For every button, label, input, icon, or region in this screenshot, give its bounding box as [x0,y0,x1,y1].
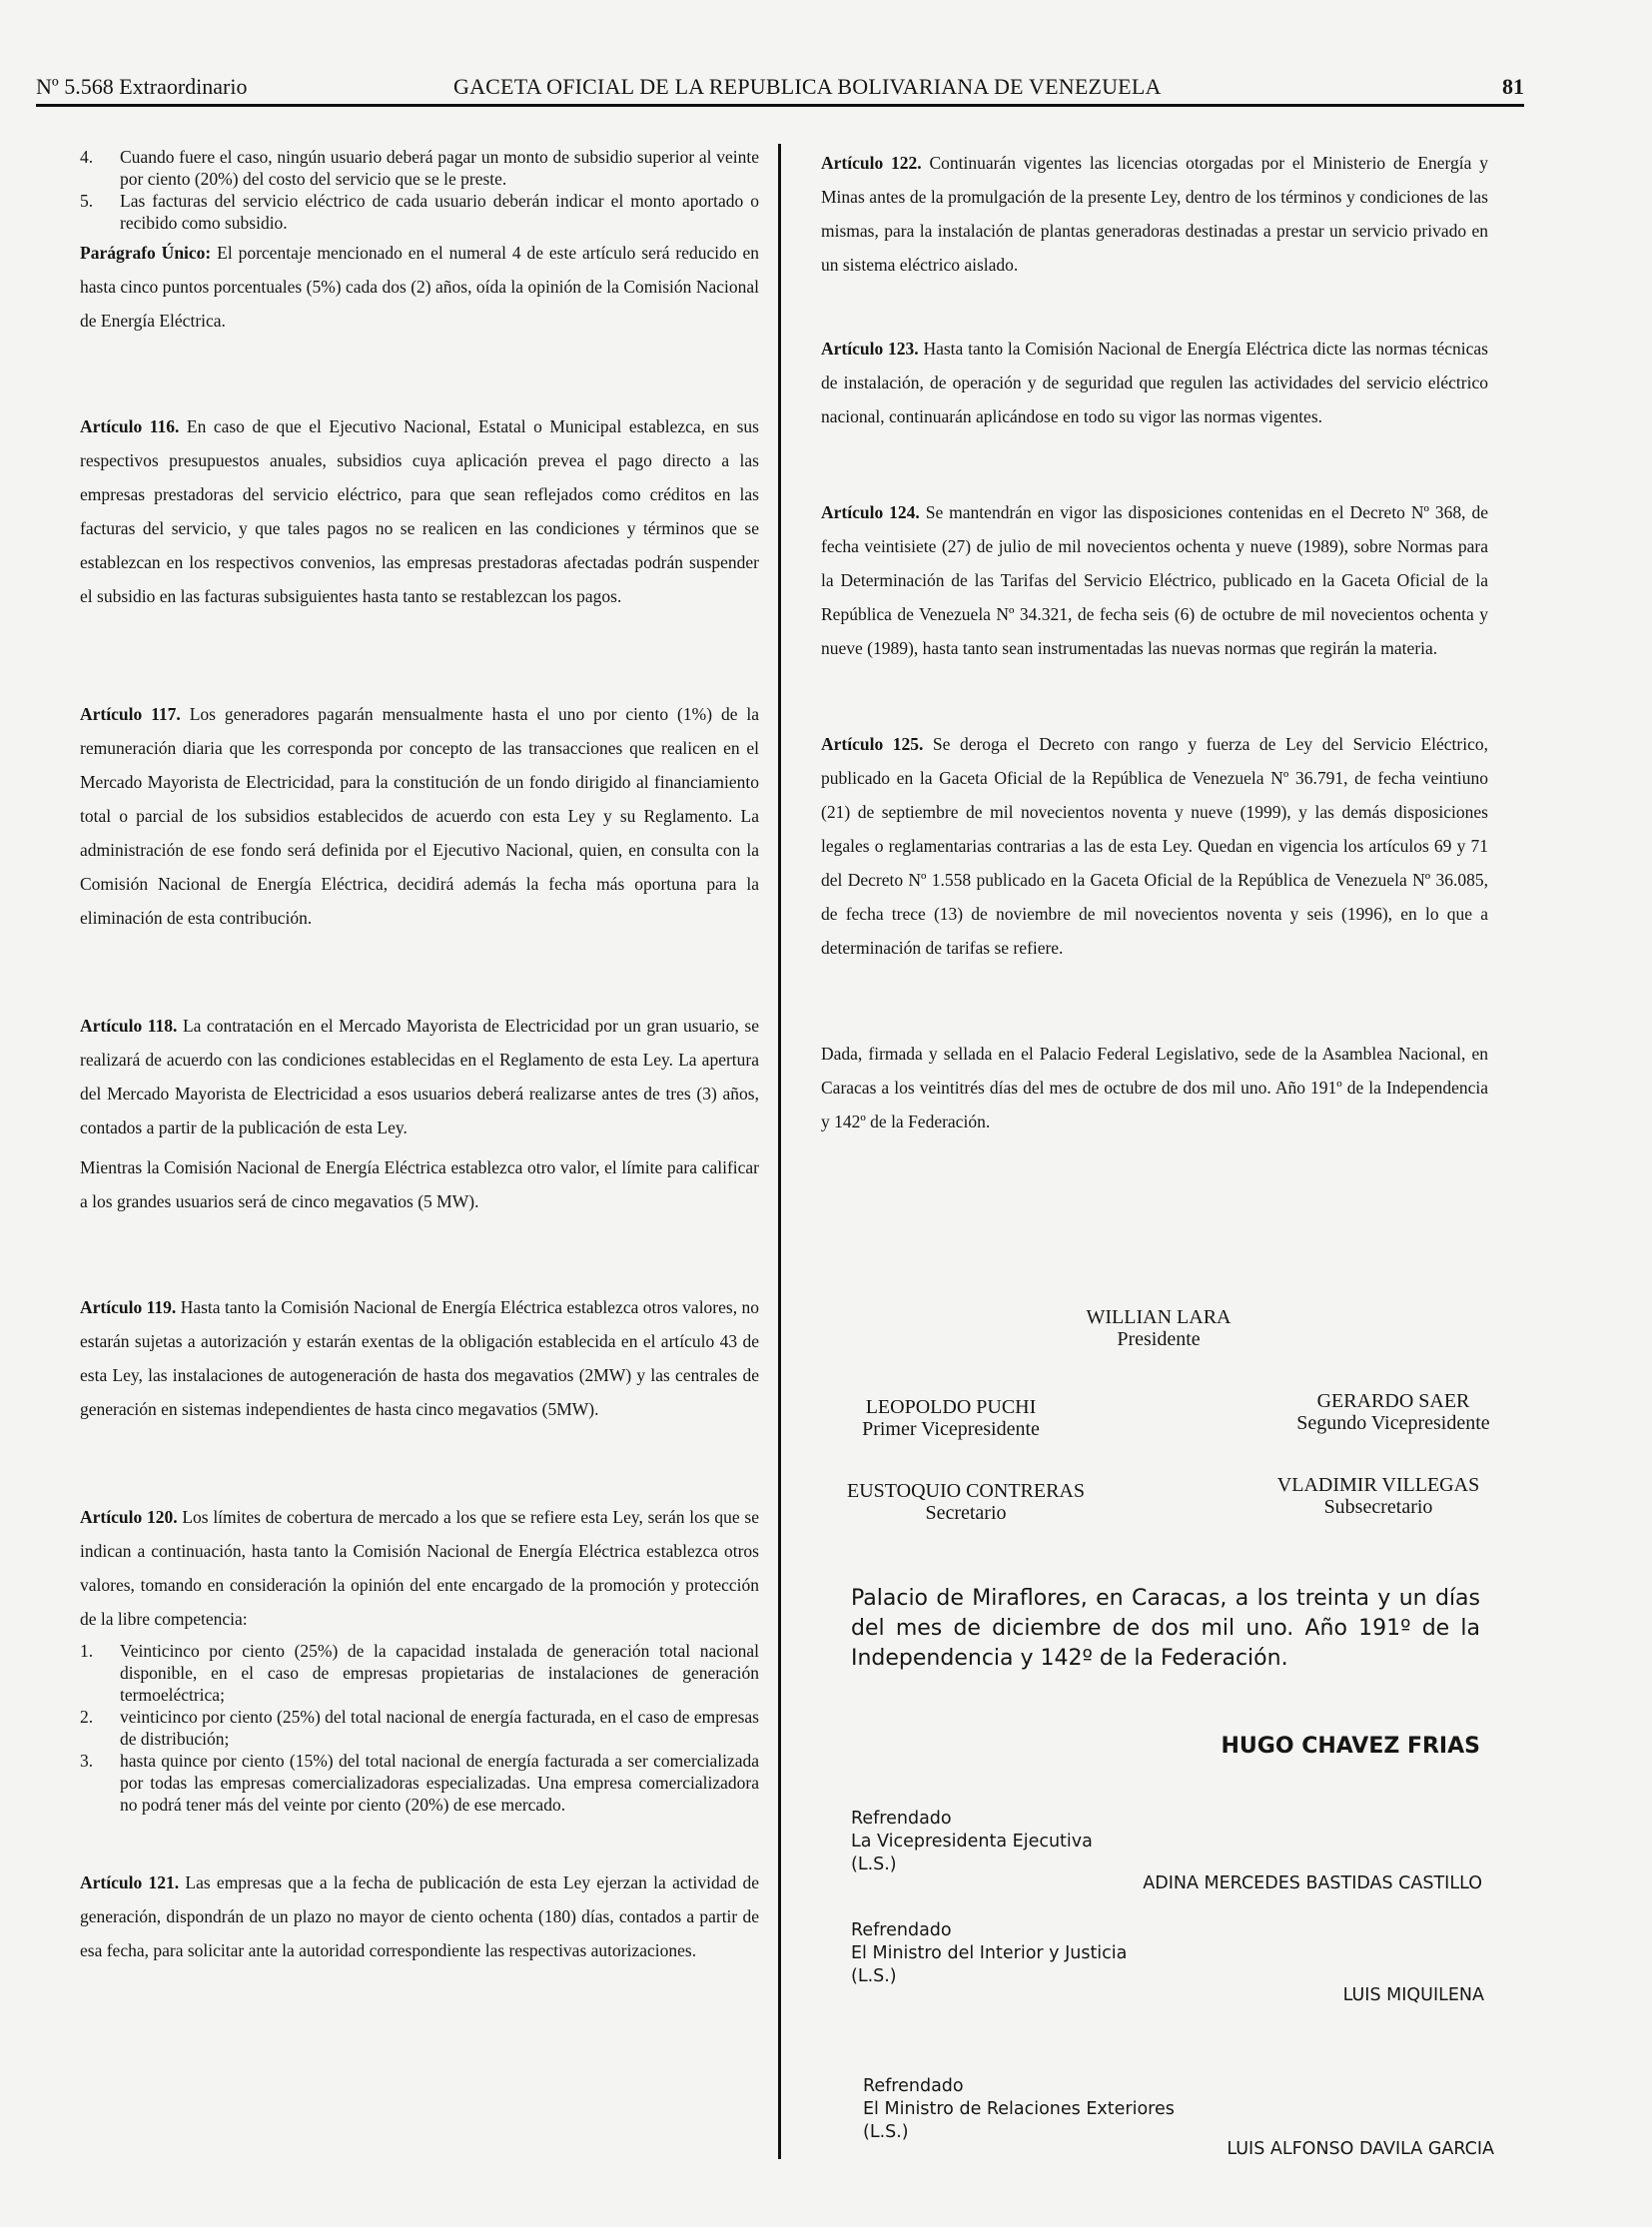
signature-name: EUSTOQUIO CONTRERAS [847,1480,1085,1502]
refrendo-block [863,2075,1203,2144]
signature-subsecretario [1258,1474,1498,1518]
signature-role: Primer Vicepresidente [862,1418,1040,1440]
refrendo-label: Refrendado [851,1809,952,1829]
item-text: Veinticinco por ciento (25%) de la capacidad instalada de generación total nacional disponible, en el caso de empresas propietarias de instalaciones de generación termoeléctrica; [120,1641,759,1705]
item-number: 2. [80,1707,94,1727]
signature-secretario [821,1480,1111,1524]
refrendo-seal: (L.S.) [851,1966,897,1986]
item-number: 5. [80,191,94,211]
list-item [80,1750,759,1816]
item-text: veinticinco por ciento (25%) del total nacional de energía facturada, en el caso de empresas de distribución; [120,1707,759,1749]
signature-name: GERARDO SAER [1316,1390,1470,1412]
article-121 [80,1865,759,1967]
article-heading: Artículo 119. [80,1297,177,1317]
article-116 [80,409,759,613]
article-heading: Artículo 125. [821,734,924,754]
signature-segundo-vp [1278,1390,1508,1434]
article-heading: Artículo 116. [80,416,180,436]
item-number: 1. [80,1641,94,1661]
gazette-title: GACETA OFICIAL DE LA REPUBLICA BOLIVARIANA DE VENEZUELA [453,74,1162,99]
page-number: 81 [1502,74,1524,99]
article-text: La contratación en el Mercado Mayorista de Electricidad por un gran usuario, se realizará de acuerdo con las condiciones establecidas en el Reglamento de esta Ley. La apertura del Mercado Mayorista de Electricidad a esos usuarios deberá realizarse antes de tres (3) años, contados a partir de la publicación de esta Ley. [80,1016,759,1137]
article-118 [80,1009,759,1144]
signature-primer-vp [821,1396,1081,1440]
palacio-paragraph: Palacio de Miraflores, en Caracas, a los treinta y un días del mes de diciembre de dos mil uno. Año 191º de la Independencia y 142º de la Federación. [851,1586,1480,1671]
refrendo-block [851,1919,1181,1988]
paragrafo-unico [80,236,759,338]
refrendo-name: LUIS MIQUILENA [1342,1985,1484,2005]
refrendo-seal: (L.S.) [851,1855,897,1874]
signature-name: VLADIMIR VILLEGAS [1276,1474,1480,1496]
item-number: 4. [80,147,94,167]
article-124 [821,495,1488,665]
item-number: 3. [80,1751,94,1771]
article-122 [821,146,1488,282]
left-column [80,146,759,1967]
article-123 [821,332,1488,433]
item-text: Las facturas del servicio eléctrico de cada usuario deberán indicar el monto aportado o recibido como subsidio. [120,191,759,233]
article-text: Se deroga el Decreto con rango y fuerza de Ley del Servicio Eléctrico, publicado en la Gaceta Oficial de la República de Venezuela Nº 36.791, de fecha veintiuno (21) de septiembre de mil novecientos noventa y nueve (1999), y las demás disposiciones legales o reglamentarias contrarias a las de esta Ley. Quedan en vigencia los artículos 69 y 71 del Decreto Nº 1.558 publicado en la Gaceta Oficial de la República de Venezuela Nº 36.085, de fecha trece (13) de noviembre de mil novecientos noventa y seis (1996), en lo que a determinación de tarifas se refiere. [821,734,1488,958]
refrendo-block [851,1808,1151,1876]
article-heading: Artículo 118. [80,1016,178,1036]
refrendo-office: El Ministro de Relaciones Exteriores [863,2099,1175,2119]
article-120 [80,1500,759,1636]
list-item [80,1706,759,1750]
refrendo-label: Refrendado [851,1920,952,1940]
signature-role: Segundo Vicepresidente [1296,1412,1490,1434]
column-divider [778,144,781,2159]
article-text: Los generadores pagarán mensualmente hasta el uno por ciento (1%) de la remuneración diaria que les corresponda por concepto de las transacciones que realicen en el Mercado Mayorista de Electricidad, para la constitución de un fondo dirigido al financiamiento total o parcial de los subsidios establecidos de acuerdo con esta Ley y su Reglamento. La administración de ese fondo será definida por el Ejecutivo Nacional, quien, en consulta con la Comisión Nacional de Energía Eléctrica, decidirá además la fecha más oportuna para la eliminación de esta contribución. [80,704,760,928]
list-item [80,1640,759,1706]
refrendo-office: La Vicepresidenta Ejecutiva [851,1832,1093,1852]
article-117 [80,697,759,935]
page-header [36,74,1524,107]
article-125 [821,727,1488,965]
signature-presidente [1059,1306,1258,1350]
refrendo-label: Refrendado [863,2076,964,2096]
article-text: En caso de que el Ejecutivo Nacional, Estatal o Municipal establezca, en sus respectivos presupuestos anuales, subsidios cuya aplicación prevea el pago directo a las empresas prestadoras del servicio eléctrico, para que sean reflejados como créditos en las facturas del servicio, y que tales pagos no se realicen en las condiciones y términos que se establezcan en los respectivos convenios, las empresas prestadoras afectadas podrán suspender el subsidio en las facturas subsiguientes hasta tanto se restablezcan los pagos. [80,416,759,606]
issue-number: Nº 5.568 Extraordinario [36,74,248,99]
article-118-limit: Mientras la Comisión Nacional de Energía Eléctrica establezca otro valor, el límite para calificar a los grandes usuarios será de cinco megavatios (5 MW). [80,1157,759,1211]
article-text: Hasta tanto la Comisión Nacional de Energía Eléctrica dicte las normas técnicas de instalación, de operación y de seguridad que regulen las actividades del servicio eléctrico nacional, continuarán aplicándose en todo su vigor las normas vigentes. [821,339,1488,426]
signature-role: Subsecretario [1323,1496,1433,1518]
article-heading: Artículo 117. [80,704,181,724]
article-heading: Artículo 123. [821,339,919,359]
refrendo-seal: (L.S.) [863,2122,909,2142]
list-item [80,190,759,234]
article-heading: Artículo 124. [821,502,920,522]
refrendo-name: ADINA MERCEDES BASTIDAS CASTILLO [1143,1873,1482,1893]
item-text: Cuando fuere el caso, ningún usuario deberá pagar un monto de subsidio superior al veinte por ciento (20%) del costo del servicio que se le preste. [120,147,759,189]
signature-role: Presidente [1117,1328,1201,1350]
article-text: Continuarán vigentes las licencias otorgadas por el Ministerio de Energía y Minas antes de la promulgación de la presente Ley, dentro de los términos y condiciones de las mismas, para la instalación de plantas generadoras destinadas a prestar un servicio privado en un sistema eléctrico aislado. [821,153,1488,275]
refrendo-office: El Ministro del Interior y Justicia [851,1943,1128,1963]
paragrafo-text: El porcentaje mencionado en el numeral 4 de este artículo será reducido en hasta cinco puntos porcentuales (5%) cada dos (2) años, oída la opinión de la Comisión Nacional de Energía Eléctrica. [80,243,759,331]
item-text: hasta quince por ciento (15%) del total nacional de energía facturada a ser comercializada por todas las empresas comercializadoras especializadas. Una empresa comercializadora no podrá tener más del veinte por ciento (20%) de ese mercado. [120,1751,759,1815]
article-text: Los límites de cobertura de mercado a los que se refiere esta Ley, serán los que se indican a continuación, hasta tanto la Comisión Nacional de Energía Eléctrica establezca otros valores, tomando en consideración la opinión del ente encargado de la promoción y protección de la libre competencia: [80,1507,759,1629]
signature-name: WILLIAN LARA [1086,1306,1232,1328]
right-column [821,146,1488,1138]
article-text: Las empresas que a la fecha de publicación de esta Ley ejerzan la actividad de generación, dispondrán de un plazo no mayor de ciento ochenta (180) días, contados a partir de esa fecha, para solicitar ante la autoridad correspondiente las respectivas autorizaciones. [80,1872,759,1960]
president-name: HUGO CHAVEZ FRIAS [1221,1734,1480,1759]
refrendo-name: LUIS ALFONSO DAVILA GARCIA [1227,2139,1494,2159]
article-text: Hasta tanto la Comisión Nacional de Energía Eléctrica establezca otros valores, no estarán sujetas a autorización y estarán exentas de la obligación establecida en el artículo 43 de esta Ley, las instalaciones de autogeneración de hasta dos megavatios (2MW) y las centrales de generación en sistemas independientes de hasta cinco megavatios (5MW). [80,1297,759,1419]
article-119 [80,1290,759,1426]
article-heading: Artículo 121. [80,1872,180,1892]
article-text: Se mantendrán en vigor las disposiciones contenidas en el Decreto Nº 368, de fecha veintisiete (27) de julio de mil novecientos ochenta y nueve (1989), sobre Normas para la Determinación de las Tarifas del Servicio Eléctrico, publicado en la Gaceta Oficial de la República de Venezuela Nº 34.321, de fecha seis (6) de octubre de mil novecientos ochenta y nueve (1989), hasta tanto sean instrumentadas las nuevas normas que regirán la materia. [821,502,1488,658]
signature-role: Secretario [925,1502,1007,1524]
paragrafo-heading: Parágrafo Único: [80,243,212,263]
dada-paragraph: Dada, firmada y sellada en el Palacio Federal Legislativo, sede de la Asamblea Nacional, en Caracas a los veintitrés días del mes de octubre de dos mil uno. Año 191º de la Independencia y 142º de la Federación. [821,1044,1488,1131]
signature-name: LEOPOLDO PUCHI [865,1396,1037,1418]
article-heading: Artículo 120. [80,1507,178,1527]
article-heading: Artículo 122. [821,153,922,173]
list-item [80,146,759,190]
